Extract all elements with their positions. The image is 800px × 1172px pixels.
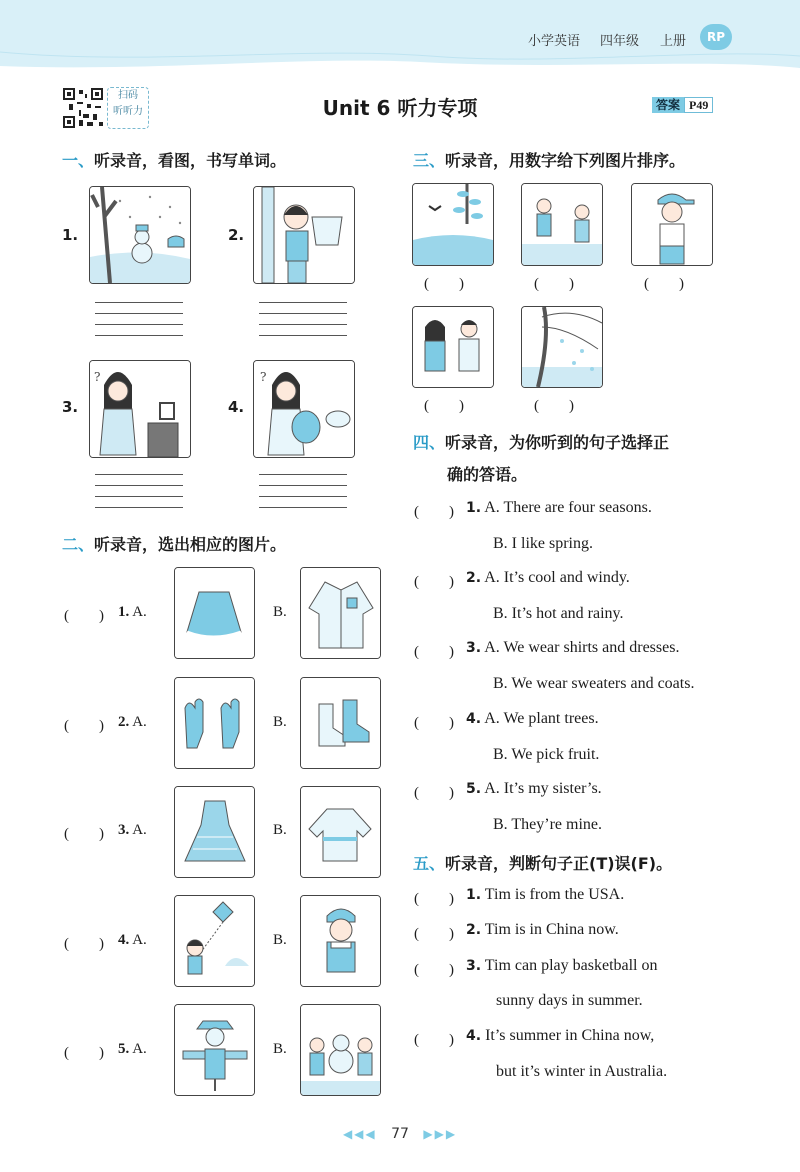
section-4-heading: 四、听录音，为你听到的句子选择正 <box>413 433 670 452</box>
boy-with-cap-picture <box>631 183 713 266</box>
sweater-option-picture[interactable] <box>300 786 381 878</box>
section-4-heading-cont: 确的答语。 <box>447 465 528 484</box>
svg-text:?: ? <box>260 370 267 384</box>
s4-item-1-a: 1. A. There are four seasons. <box>466 499 652 516</box>
s1-write-lines-1[interactable] <box>95 302 183 342</box>
section-5-heading: 五、听录音，判断句子正(T)误(F)。 <box>413 854 673 873</box>
s2-row-3-label: 3. A. <box>118 822 147 838</box>
s4-item-4-a: 4. A. We plant trees. <box>466 710 599 727</box>
s4-item-2-b: B. It’s hot and rainy. <box>493 605 624 622</box>
s2-row-2-label: 2. A. <box>118 714 147 730</box>
rp-badge: RP <box>700 24 732 50</box>
s2-row-1-b-label: B. <box>273 604 287 620</box>
s2-answer-paren-1[interactable]: ( ) <box>64 608 104 624</box>
s5-answer-paren-1[interactable]: ( ) <box>414 891 454 907</box>
autumn-tree-picture <box>521 306 603 388</box>
header-volume: 上册 <box>660 34 687 49</box>
answer-label: 答案 <box>652 97 684 113</box>
s1-write-lines-4[interactable] <box>259 474 347 514</box>
boy-with-clothes-picture <box>253 186 355 284</box>
spring-picture <box>412 183 494 266</box>
svg-text:?: ? <box>94 370 101 384</box>
gloves-option-picture[interactable] <box>174 677 255 769</box>
s5-item-4-line2: but it’s winter in Australia. <box>496 1063 668 1080</box>
s4-item-1-b: B. I like spring. <box>493 535 593 552</box>
s4-item-3-b: B. We wear sweaters and coats. <box>493 675 695 692</box>
s1-write-lines-2[interactable] <box>259 302 347 342</box>
s1-item-1-number: 1. <box>62 226 79 244</box>
s4-item-2-a: 2. A. It’s cool and windy. <box>466 569 630 586</box>
section-1-heading: 一、听录音，看图，书写单词。 <box>62 151 287 170</box>
answer-ref[interactable] <box>652 96 713 114</box>
s2-row-5-label: 5. A. <box>118 1041 147 1057</box>
footer-left-arrows-icon: ◀◀◀ <box>342 1127 377 1141</box>
section-2-heading: 二、听录音，选出相应的图片。 <box>62 535 287 554</box>
s4-answer-paren-5[interactable]: ( ) <box>414 785 454 801</box>
s3-paren-3[interactable]: ( ) <box>644 276 684 292</box>
dress-option-picture[interactable] <box>174 786 255 878</box>
socks-option-picture[interactable] <box>300 677 381 769</box>
section-3-heading: 三、听录音，用数字给下列图片排序。 <box>413 151 686 170</box>
footer <box>0 1126 800 1142</box>
footer-right-arrows-icon: ▶▶▶ <box>423 1127 458 1141</box>
page-title: Unit 6 听力专项 <box>322 96 478 120</box>
s4-answer-paren-2[interactable]: ( ) <box>414 574 454 590</box>
s2-answer-paren-5[interactable]: ( ) <box>64 1045 104 1061</box>
s5-answer-paren-4[interactable]: ( ) <box>414 1032 454 1048</box>
s2-answer-paren-4[interactable]: ( ) <box>64 936 104 952</box>
answer-page: P49 <box>684 97 713 113</box>
s5-item-2: 2. Tim is in China now. <box>466 921 619 938</box>
s2-answer-paren-3[interactable]: ( ) <box>64 826 104 842</box>
s5-answer-paren-2[interactable]: ( ) <box>414 926 454 942</box>
s2-row-3-b-label: B. <box>273 822 287 838</box>
scarecrow-option-picture[interactable] <box>174 1004 255 1096</box>
s4-answer-paren-3[interactable]: ( ) <box>414 644 454 660</box>
header-subject: 小学英语 <box>528 34 581 49</box>
s4-item-4-b: B. We pick fruit. <box>493 746 600 763</box>
snowman-picture <box>89 186 191 284</box>
scan-top: 扫码 <box>118 90 138 101</box>
skirt-option-picture[interactable] <box>174 567 255 659</box>
s1-item-4-number: 4. <box>228 398 245 416</box>
header-grade: 四年级 <box>600 34 640 49</box>
s2-row-1-label: 1. A. <box>118 604 147 620</box>
girl-with-frame-picture <box>89 360 191 458</box>
s5-item-3-line1: 3. Tim can play basketball on <box>466 957 658 974</box>
s1-item-3-number: 3. <box>62 398 79 416</box>
kids-in-coats-picture <box>412 306 494 388</box>
scan-bottom: 听听力 <box>113 106 143 117</box>
s2-answer-paren-2[interactable]: ( ) <box>64 718 104 734</box>
s4-answer-paren-1[interactable]: ( ) <box>414 504 454 520</box>
s3-paren-2[interactable]: ( ) <box>534 276 574 292</box>
s2-row-4-label: 4. A. <box>118 932 147 948</box>
s3-paren-5[interactable]: ( ) <box>534 398 574 414</box>
s2-row-4-b-label: B. <box>273 932 287 948</box>
s2-row-2-b-label: B. <box>273 714 287 730</box>
snowball-fight-picture <box>521 183 603 266</box>
boy-in-winter-clothes-picture[interactable] <box>300 895 381 987</box>
s4-item-5-a: 5. A. It’s my sister’s. <box>466 780 602 797</box>
boy-flying-kite-picture[interactable] <box>174 895 255 987</box>
s5-item-3-line2: sunny days in summer. <box>496 992 643 1009</box>
s4-item-5-b: B. They’re mine. <box>493 816 603 833</box>
s5-item-4-line1: 4. It’s summer in China now, <box>466 1027 655 1044</box>
s4-item-3-a: 3. A. We wear shirts and dresses. <box>466 639 680 656</box>
s5-item-1: 1. Tim is from the USA. <box>466 886 625 903</box>
kids-with-snowman-picture[interactable] <box>300 1004 381 1096</box>
s1-item-2-number: 2. <box>228 226 245 244</box>
s1-write-lines-3[interactable] <box>95 474 183 514</box>
girl-with-hat-picture <box>253 360 355 458</box>
s5-answer-paren-3[interactable]: ( ) <box>414 962 454 978</box>
jacket-option-picture[interactable] <box>300 567 381 659</box>
s3-paren-1[interactable]: ( ) <box>424 276 464 292</box>
s4-answer-paren-4[interactable]: ( ) <box>414 715 454 731</box>
s2-row-5-b-label: B. <box>273 1041 287 1057</box>
s3-paren-4[interactable]: ( ) <box>424 398 464 414</box>
page-number: 77 <box>391 1126 409 1142</box>
